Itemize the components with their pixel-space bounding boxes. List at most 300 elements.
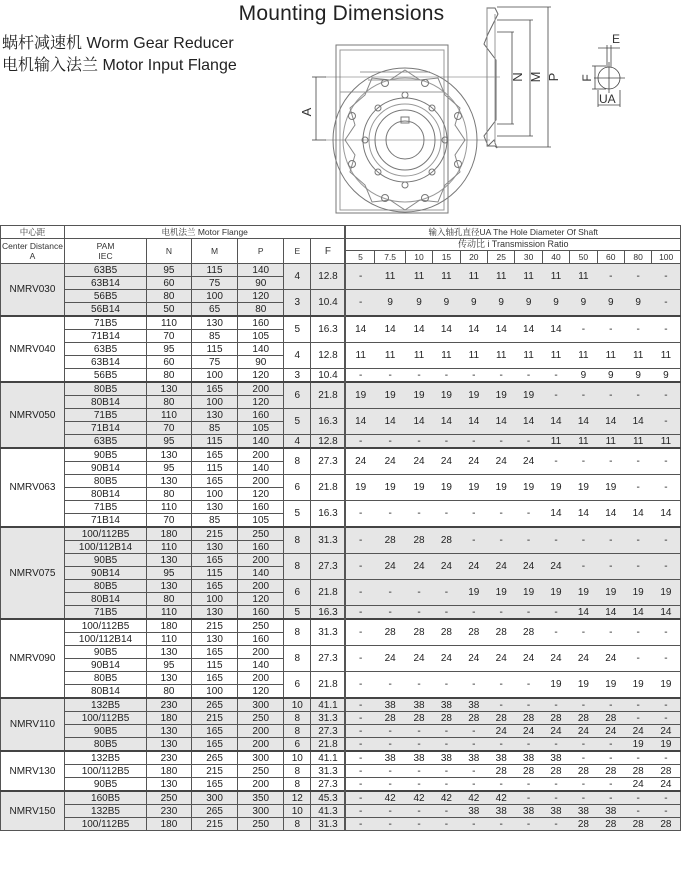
- shaft-diameter-cell: -: [488, 369, 515, 383]
- shaft-diameter-cell: -: [597, 778, 624, 792]
- n-cell: 80: [147, 396, 192, 409]
- n-cell: 95: [147, 567, 192, 580]
- shaft-diameter-cell: -: [570, 448, 597, 475]
- e-cell: 6: [284, 475, 311, 501]
- pam-cell: 90B5: [64, 448, 146, 462]
- shaft-diameter-cell: -: [515, 818, 542, 831]
- pam-cell: 90B5: [64, 778, 146, 792]
- shaft-diameter-cell: 19: [488, 382, 515, 409]
- ratio-header: 7.5: [375, 251, 405, 264]
- shaft-diameter-cell: 28: [652, 765, 681, 778]
- shaft-diameter-cell: 19: [375, 382, 405, 409]
- label-e: E: [612, 32, 621, 46]
- m-cell: 85: [191, 330, 238, 343]
- f-cell: 12.8: [311, 435, 346, 449]
- shaft-diameter-cell: 19: [652, 672, 681, 699]
- m-cell: 85: [191, 422, 238, 435]
- m-cell: 265: [191, 805, 238, 818]
- shaft-diameter-cell: -: [542, 738, 569, 752]
- header-pam-iec: PAM IEC: [64, 239, 146, 264]
- shaft-diameter-cell: -: [375, 765, 405, 778]
- shaft-diameter-cell: 9: [652, 369, 681, 383]
- shaft-diameter-cell: -: [460, 778, 487, 792]
- shaft-diameter-cell: -: [597, 698, 624, 712]
- pam-cell: 132B5: [64, 698, 146, 712]
- shaft-diameter-cell: 28: [597, 818, 624, 831]
- n-cell: 130: [147, 738, 192, 752]
- m-cell: 165: [191, 725, 238, 738]
- pam-cell: 63B5: [64, 264, 146, 277]
- shaft-diameter-cell: 11: [460, 264, 487, 290]
- header-motor-flange: 电机法兰 Motor Flange: [64, 226, 345, 239]
- pam-cell: 80B5: [64, 475, 146, 488]
- shaft-diameter-cell: -: [375, 805, 405, 818]
- shaft-diameter-cell: 28: [570, 818, 597, 831]
- f-cell: 31.3: [311, 527, 346, 554]
- shaft-diameter-cell: 14: [624, 606, 651, 620]
- shaft-diameter-cell: 19: [652, 580, 681, 606]
- shaft-diameter-cell: 19: [570, 672, 597, 699]
- f-cell: 10.4: [311, 369, 346, 383]
- m-cell: 130: [191, 606, 238, 620]
- table-row: [1, 738, 681, 752]
- f-cell: 27.3: [311, 725, 346, 738]
- p-cell: 250: [238, 765, 284, 778]
- shaft-diameter-cell: -: [375, 738, 405, 752]
- m-cell: 130: [191, 409, 238, 422]
- pam-cell: 71B5: [64, 606, 146, 620]
- shaft-diameter-cell: 11: [570, 264, 597, 290]
- f-cell: 16.3: [311, 316, 346, 343]
- shaft-diameter-cell: -: [488, 778, 515, 792]
- shaft-diameter-cell: -: [597, 316, 624, 343]
- header-center-distance-cn: 中心距: [1, 226, 65, 239]
- shaft-diameter-cell: 38: [597, 805, 624, 818]
- shaft-diameter-cell: 38: [515, 751, 542, 765]
- shaft-diameter-cell: 24: [405, 554, 432, 580]
- header-p: P: [238, 239, 284, 264]
- shaft-diameter-cell: 11: [405, 264, 432, 290]
- p-cell: 140: [238, 659, 284, 672]
- header-transmission-ratio: 传动比 i Transmission Ratio: [345, 239, 680, 251]
- n-cell: 80: [147, 369, 192, 383]
- pam-cell: 100/112B5: [64, 619, 146, 633]
- shaft-diameter-cell: 24: [515, 554, 542, 580]
- m-cell: 100: [191, 488, 238, 501]
- shaft-diameter-cell: -: [345, 712, 374, 725]
- pam-cell: 56B14: [64, 303, 146, 317]
- shaft-diameter-cell: -: [488, 818, 515, 831]
- mounting-drawing: [0, 0, 683, 222]
- shaft-diameter-cell: -: [460, 725, 487, 738]
- shaft-diameter-cell: 19: [345, 475, 374, 501]
- shaft-diameter-cell: -: [345, 646, 374, 672]
- shaft-diameter-cell: 19: [515, 580, 542, 606]
- n-cell: 60: [147, 356, 192, 369]
- shaft-diameter-cell: 11: [652, 435, 681, 449]
- shaft-diameter-cell: 19: [460, 382, 487, 409]
- shaft-diameter-cell: 38: [433, 698, 460, 712]
- shaft-diameter-cell: -: [375, 725, 405, 738]
- shaft-diameter-cell: 38: [488, 805, 515, 818]
- shaft-diameter-cell: -: [652, 382, 681, 409]
- shaft-diameter-cell: -: [433, 805, 460, 818]
- header-e: E: [284, 239, 311, 264]
- shaft-diameter-cell: 19: [597, 672, 624, 699]
- n-cell: 180: [147, 818, 192, 831]
- shaft-diameter-cell: -: [375, 435, 405, 449]
- shaft-diameter-cell: 24: [488, 554, 515, 580]
- pam-cell: 100/112B5: [64, 712, 146, 725]
- shaft-diameter-cell: -: [375, 778, 405, 792]
- model-cell: NMRV090: [1, 619, 65, 698]
- pam-cell: 132B5: [64, 805, 146, 818]
- shaft-diameter-cell: 14: [597, 606, 624, 620]
- n-cell: 250: [147, 791, 192, 805]
- shaft-diameter-cell: 24: [597, 725, 624, 738]
- table-row: [1, 765, 681, 778]
- shaft-diameter-cell: 19: [597, 580, 624, 606]
- ratio-header: 100: [652, 251, 681, 264]
- n-cell: 130: [147, 725, 192, 738]
- shaft-diameter-cell: -: [652, 619, 681, 646]
- shaft-diameter-cell: 28: [375, 619, 405, 646]
- e-cell: 5: [284, 316, 311, 343]
- m-cell: 165: [191, 554, 238, 567]
- shaft-diameter-cell: 24: [488, 448, 515, 475]
- shaft-diameter-cell: 38: [460, 805, 487, 818]
- e-cell: 6: [284, 738, 311, 752]
- page-title: Mounting Dimensions: [238, 2, 445, 25]
- m-cell: 215: [191, 712, 238, 725]
- f-cell: 45.3: [311, 791, 346, 805]
- shaft-diameter-cell: 14: [652, 501, 681, 528]
- shaft-diameter-cell: 11: [515, 264, 542, 290]
- shaft-diameter-cell: -: [515, 606, 542, 620]
- m-cell: 300: [191, 791, 238, 805]
- shaft-diameter-cell: -: [433, 818, 460, 831]
- shaft-diameter-cell: 24: [375, 554, 405, 580]
- p-cell: 200: [238, 778, 284, 792]
- shaft-diameter-cell: 14: [624, 501, 651, 528]
- mounting-dimensions-table: [0, 225, 681, 831]
- m-cell: 130: [191, 633, 238, 646]
- shaft-diameter-cell: -: [652, 448, 681, 475]
- shaft-diameter-cell: 11: [542, 264, 569, 290]
- shaft-diameter-cell: 11: [460, 343, 487, 369]
- shaft-diameter-cell: -: [488, 606, 515, 620]
- shaft-diameter-cell: 19: [515, 382, 542, 409]
- shaft-diameter-cell: -: [433, 738, 460, 752]
- p-cell: 120: [238, 290, 284, 303]
- shaft-diameter-cell: -: [345, 554, 374, 580]
- p-cell: 160: [238, 316, 284, 330]
- model-cell: NMRV040: [1, 316, 65, 382]
- shaft-diameter-cell: 24: [488, 646, 515, 672]
- shaft-diameter-cell: -: [405, 738, 432, 752]
- shaft-diameter-cell: -: [460, 369, 487, 383]
- shaft-diameter-cell: -: [542, 791, 569, 805]
- table-row: [1, 527, 681, 541]
- ratio-header: 5: [345, 251, 374, 264]
- p-cell: 200: [238, 382, 284, 396]
- shaft-diameter-cell: -: [652, 475, 681, 501]
- pam-cell: 71B5: [64, 501, 146, 514]
- n-cell: 80: [147, 290, 192, 303]
- header-center-distance: Center Distance A: [1, 239, 65, 264]
- pam-cell: 71B5: [64, 409, 146, 422]
- n-cell: 95: [147, 659, 192, 672]
- f-cell: 41.3: [311, 805, 346, 818]
- table-row: [1, 382, 681, 396]
- shaft-diameter-cell: 38: [542, 805, 569, 818]
- shaft-diameter-cell: -: [624, 646, 651, 672]
- shaft-diameter-cell: 24: [460, 646, 487, 672]
- shaft-diameter-cell: -: [433, 369, 460, 383]
- m-cell: 75: [191, 277, 238, 290]
- n-cell: 80: [147, 593, 192, 606]
- shaft-diameter-cell: 24: [542, 554, 569, 580]
- shaft-diameter-cell: -: [542, 698, 569, 712]
- table-row: [1, 448, 681, 462]
- shaft-diameter-cell: -: [570, 554, 597, 580]
- p-cell: 250: [238, 527, 284, 541]
- shaft-diameter-cell: -: [433, 672, 460, 699]
- shaft-diameter-cell: 24: [460, 554, 487, 580]
- shaft-diameter-cell: 28: [515, 712, 542, 725]
- e-cell: 4: [284, 264, 311, 290]
- p-cell: 120: [238, 685, 284, 699]
- shaft-diameter-cell: -: [345, 290, 374, 317]
- shaft-diameter-cell: 19: [433, 475, 460, 501]
- p-cell: 140: [238, 264, 284, 277]
- shaft-diameter-cell: 28: [515, 765, 542, 778]
- table-header: [1, 226, 681, 264]
- shaft-diameter-cell: 14: [570, 409, 597, 435]
- m-cell: 165: [191, 382, 238, 396]
- f-cell: 27.3: [311, 778, 346, 792]
- e-cell: 8: [284, 725, 311, 738]
- shaft-diameter-cell: -: [345, 264, 374, 290]
- shaft-diameter-cell: 19: [570, 580, 597, 606]
- subtitle-worm-gear-reducer: 蜗杆减速机 Worm Gear Reducer: [2, 35, 234, 52]
- shaft-diameter-cell: 11: [345, 343, 374, 369]
- shaft-diameter-cell: 14: [570, 501, 597, 528]
- pam-cell: 100/112B14: [64, 633, 146, 646]
- shaft-diameter-cell: -: [433, 580, 460, 606]
- shaft-diameter-cell: -: [345, 606, 374, 620]
- shaft-diameter-cell: -: [597, 791, 624, 805]
- pam-cell: 90B5: [64, 554, 146, 567]
- pam-cell: 71B5: [64, 316, 146, 330]
- n-cell: 130: [147, 672, 192, 685]
- shaft-diameter-cell: -: [433, 501, 460, 528]
- shaft-diameter-cell: 14: [405, 316, 432, 343]
- p-cell: 120: [238, 593, 284, 606]
- m-cell: 100: [191, 593, 238, 606]
- shaft-diameter-cell: 14: [375, 316, 405, 343]
- table-body: [1, 264, 681, 831]
- shaft-diameter-cell: 28: [433, 712, 460, 725]
- shaft-diameter-cell: -: [345, 765, 374, 778]
- m-cell: 165: [191, 580, 238, 593]
- model-cell: NMRV075: [1, 527, 65, 619]
- pam-cell: 63B5: [64, 343, 146, 356]
- pam-cell: 71B14: [64, 514, 146, 528]
- shaft-diameter-cell: -: [460, 765, 487, 778]
- shaft-diameter-cell: -: [570, 382, 597, 409]
- header-m: M: [191, 239, 238, 264]
- p-cell: 105: [238, 514, 284, 528]
- pam-cell: 100/112B5: [64, 818, 146, 831]
- shaft-diameter-cell: 9: [433, 290, 460, 317]
- model-cell: NMRV150: [1, 791, 65, 831]
- shaft-diameter-cell: -: [405, 765, 432, 778]
- pam-cell: 90B5: [64, 646, 146, 659]
- pam-cell: 80B14: [64, 396, 146, 409]
- pam-cell: 80B14: [64, 685, 146, 699]
- m-cell: 65: [191, 303, 238, 317]
- pam-cell: 90B14: [64, 462, 146, 475]
- shaft-diameter-cell: 28: [488, 712, 515, 725]
- p-cell: 300: [238, 805, 284, 818]
- shaft-diameter-cell: 24: [652, 725, 681, 738]
- shaft-diameter-cell: 24: [624, 725, 651, 738]
- f-cell: 21.8: [311, 672, 346, 699]
- pam-cell: 80B14: [64, 593, 146, 606]
- shaft-diameter-cell: 24: [405, 646, 432, 672]
- n-cell: 95: [147, 343, 192, 356]
- shaft-diameter-cell: 28: [542, 712, 569, 725]
- header-f: F: [311, 239, 346, 264]
- shaft-diameter-cell: 38: [542, 751, 569, 765]
- p-cell: 140: [238, 567, 284, 580]
- ratio-header: 10: [405, 251, 432, 264]
- label-p: P: [546, 72, 561, 82]
- p-cell: 105: [238, 330, 284, 343]
- p-cell: 250: [238, 818, 284, 831]
- shaft-diameter-cell: -: [345, 435, 374, 449]
- shaft-diameter-cell: -: [515, 698, 542, 712]
- shaft-diameter-cell: -: [652, 316, 681, 343]
- shaft-diameter-cell: 11: [515, 343, 542, 369]
- shaft-diameter-cell: 9: [460, 290, 487, 317]
- table-row: [1, 619, 681, 633]
- e-cell: 8: [284, 765, 311, 778]
- n-cell: 130: [147, 554, 192, 567]
- shaft-diameter-cell: 14: [515, 409, 542, 435]
- shaft-diameter-cell: 19: [597, 475, 624, 501]
- shaft-diameter-cell: -: [624, 791, 651, 805]
- shaft-diameter-cell: -: [542, 382, 569, 409]
- shaft-diameter-cell: 28: [375, 527, 405, 554]
- m-cell: 165: [191, 672, 238, 685]
- shaft-diameter-cell: -: [405, 606, 432, 620]
- table-row: [1, 646, 681, 659]
- shaft-diameter-cell: -: [345, 725, 374, 738]
- table-row: [1, 725, 681, 738]
- shaft-diameter-cell: -: [433, 606, 460, 620]
- p-cell: 250: [238, 619, 284, 633]
- shaft-diameter-cell: 19: [460, 475, 487, 501]
- shaft-diameter-cell: 38: [460, 698, 487, 712]
- shaft-diameter-cell: -: [624, 619, 651, 646]
- shaft-diameter-cell: 11: [542, 343, 569, 369]
- e-cell: 12: [284, 791, 311, 805]
- shaft-diameter-cell: -: [570, 316, 597, 343]
- shaft-diameter-cell: 19: [542, 580, 569, 606]
- shaft-diameter-cell: -: [570, 791, 597, 805]
- m-cell: 165: [191, 738, 238, 752]
- shaft-diameter-cell: -: [405, 672, 432, 699]
- shaft-diameter-cell: 24: [488, 725, 515, 738]
- f-cell: 31.3: [311, 619, 346, 646]
- shaft-diameter-cell: -: [542, 606, 569, 620]
- shaft-diameter-cell: -: [652, 698, 681, 712]
- shaft-diameter-cell: -: [570, 738, 597, 752]
- m-cell: 115: [191, 659, 238, 672]
- n-cell: 70: [147, 514, 192, 528]
- shaft-diameter-cell: 9: [515, 290, 542, 317]
- ratio-header: 20: [460, 251, 487, 264]
- table-row: [1, 818, 681, 831]
- shaft-diameter-cell: -: [488, 738, 515, 752]
- p-cell: 105: [238, 422, 284, 435]
- e-cell: 5: [284, 501, 311, 528]
- shaft-diameter-cell: 14: [345, 409, 374, 435]
- p-cell: 200: [238, 580, 284, 593]
- m-cell: 215: [191, 527, 238, 541]
- shaft-diameter-cell: -: [652, 409, 681, 435]
- n-cell: 110: [147, 501, 192, 514]
- shaft-diameter-cell: 28: [488, 619, 515, 646]
- shaft-diameter-cell: 24: [515, 646, 542, 672]
- shaft-diameter-cell: -: [375, 580, 405, 606]
- shaft-diameter-cell: -: [624, 264, 651, 290]
- p-cell: 120: [238, 369, 284, 383]
- shaft-diameter-cell: -: [542, 527, 569, 554]
- shaft-diameter-cell: -: [652, 791, 681, 805]
- e-cell: 8: [284, 818, 311, 831]
- p-cell: 160: [238, 501, 284, 514]
- header-shaft-hole-diameter: 输入轴孔直径UA The Hole Diameter Of Shaft: [345, 226, 680, 239]
- n-cell: 95: [147, 462, 192, 475]
- n-cell: 110: [147, 541, 192, 554]
- shaft-diameter-cell: -: [375, 818, 405, 831]
- shaft-diameter-cell: 11: [597, 343, 624, 369]
- table-row: [1, 580, 681, 593]
- pam-cell: 100/112B5: [64, 765, 146, 778]
- pam-cell: 63B14: [64, 356, 146, 369]
- e-cell: 8: [284, 646, 311, 672]
- pam-cell: 63B14: [64, 277, 146, 290]
- shaft-diameter-cell: -: [433, 765, 460, 778]
- p-cell: 200: [238, 448, 284, 462]
- shaft-diameter-cell: 9: [375, 290, 405, 317]
- model-cell: NMRV110: [1, 698, 65, 751]
- f-cell: 16.3: [311, 501, 346, 528]
- shaft-diameter-cell: -: [488, 698, 515, 712]
- n-cell: 230: [147, 805, 192, 818]
- shaft-diameter-cell: -: [515, 778, 542, 792]
- pam-cell: 71B14: [64, 422, 146, 435]
- m-cell: 115: [191, 343, 238, 356]
- f-cell: 21.8: [311, 382, 346, 409]
- pam-cell: 71B14: [64, 330, 146, 343]
- shaft-diameter-cell: -: [652, 554, 681, 580]
- shaft-diameter-cell: 28: [624, 818, 651, 831]
- shaft-diameter-cell: -: [515, 791, 542, 805]
